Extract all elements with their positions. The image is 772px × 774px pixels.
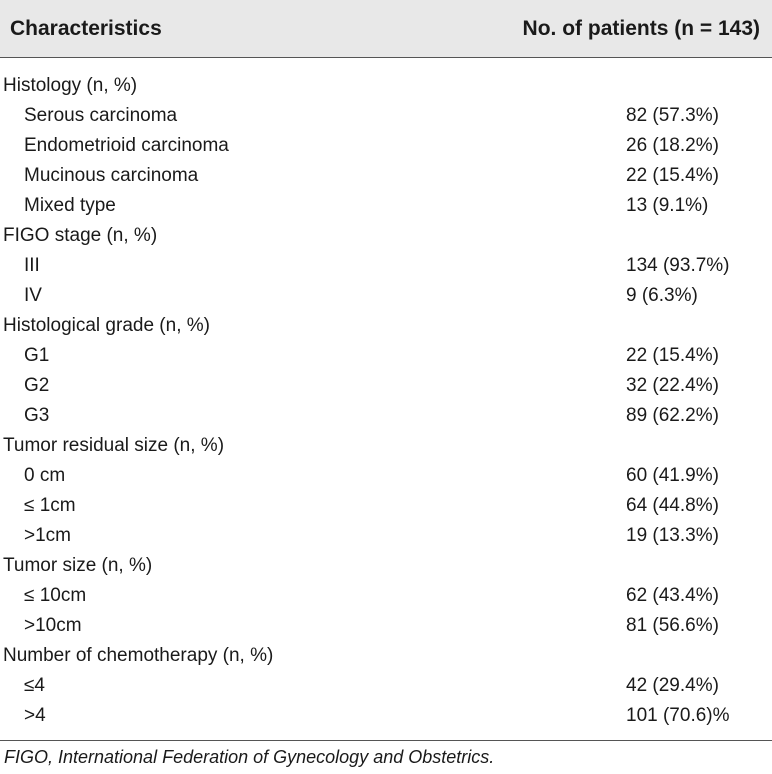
table-row [0, 191, 772, 221]
table-body [0, 58, 772, 731]
row-label: ≤ 10cm [24, 585, 87, 606]
row-label: FIGO stage (n, %) [3, 225, 158, 246]
row-label: Endometrioid carcinoma [24, 135, 229, 156]
row-value: 32 (22.4%) [626, 375, 719, 396]
row-label: >10cm [24, 615, 82, 636]
table-section-row [0, 311, 772, 341]
table-row [0, 401, 772, 431]
table-row [0, 251, 772, 281]
table-row [0, 461, 772, 491]
table-row [0, 491, 772, 521]
header-characteristics: Characteristics [10, 16, 162, 40]
table-row [0, 581, 772, 611]
row-label: Mixed type [24, 195, 116, 216]
table-row [0, 281, 772, 311]
row-label: Histological grade (n, %) [3, 315, 210, 336]
table-row [0, 131, 772, 161]
row-value: 22 (15.4%) [626, 165, 719, 186]
row-label: G2 [24, 375, 50, 396]
table-row [0, 161, 772, 191]
row-label: Histology (n, %) [3, 75, 138, 96]
row-label: 0 cm [24, 465, 66, 486]
table-footnote: FIGO, International Federation of Gynecology and Obstetrics. [4, 747, 495, 767]
row-label: IV [24, 285, 42, 306]
table-row [0, 341, 772, 371]
table-row [0, 671, 772, 701]
row-value: 19 (13.3%) [626, 525, 719, 546]
row-value: 22 (15.4%) [626, 345, 719, 366]
footer-divider [0, 740, 772, 741]
row-value: 26 (18.2%) [626, 135, 719, 156]
row-label: Tumor residual size (n, %) [3, 435, 225, 456]
table-row [0, 101, 772, 131]
row-label: Number of chemotherapy (n, %) [3, 645, 274, 666]
row-value: 60 (41.9%) [626, 465, 719, 486]
row-label: Tumor size (n, %) [3, 555, 153, 576]
row-label: ≤ 1cm [24, 495, 76, 516]
row-value: 89 (62.2%) [626, 405, 719, 426]
row-label: >4 [24, 705, 46, 726]
table-row [0, 521, 772, 551]
table-row [0, 371, 772, 401]
row-value: 82 (57.3%) [626, 105, 719, 126]
row-label: ≤4 [24, 675, 45, 696]
row-value: 101 (70.6)% [626, 705, 730, 726]
row-value: 81 (56.6%) [626, 615, 719, 636]
row-value: 62 (43.4%) [626, 585, 719, 606]
table-section-row [0, 71, 772, 101]
row-value: 42 (29.4%) [626, 675, 719, 696]
row-label: Serous carcinoma [24, 105, 178, 126]
row-value: 9 (6.3%) [626, 285, 698, 306]
row-value: 13 (9.1%) [626, 195, 709, 216]
table-section-row [0, 551, 772, 581]
header-patients: No. of patients (n = 143) [522, 16, 760, 40]
table-section-row [0, 641, 772, 671]
row-label: >1cm [24, 525, 71, 546]
row-label: G3 [24, 405, 50, 426]
table-section-row [0, 221, 772, 251]
row-label: G1 [24, 345, 50, 366]
row-value: 64 (44.8%) [626, 495, 719, 516]
table-section-row [0, 431, 772, 461]
row-label: Mucinous carcinoma [24, 165, 199, 186]
table-header [0, 0, 772, 58]
table-row [0, 611, 772, 641]
row-label: III [24, 255, 40, 276]
table-row [0, 701, 772, 731]
row-value: 134 (93.7%) [626, 255, 730, 276]
